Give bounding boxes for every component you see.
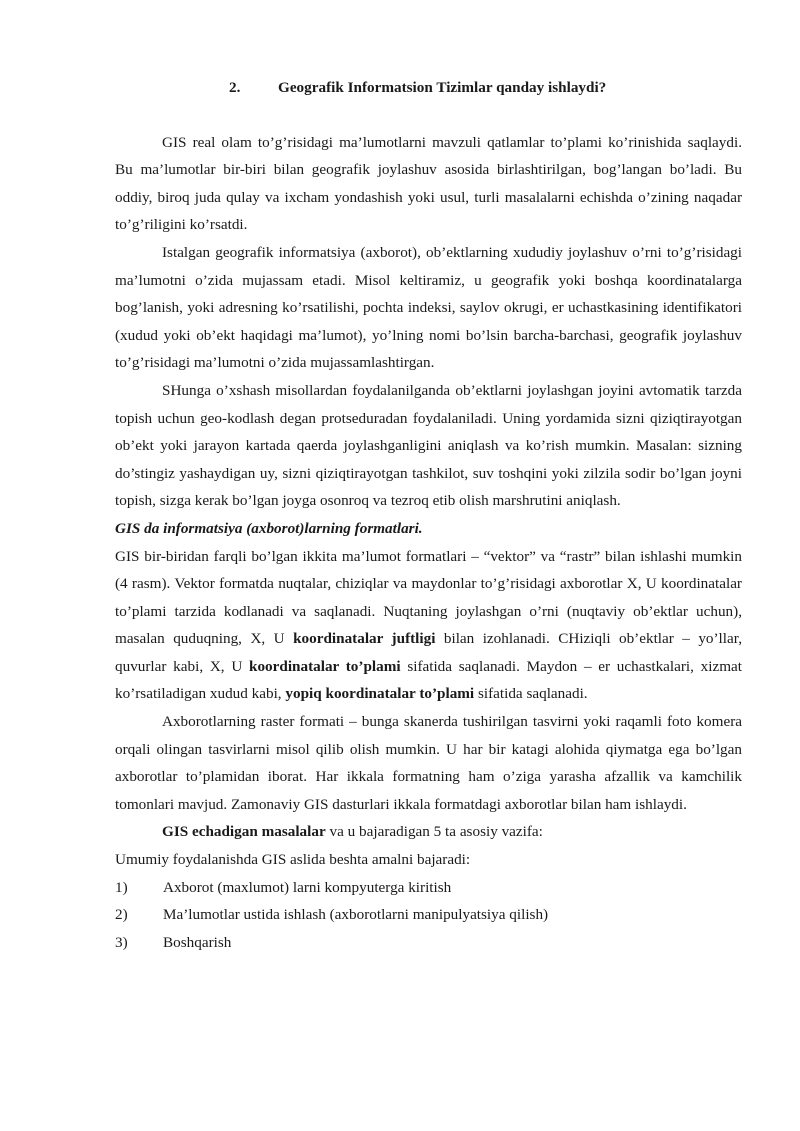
paragraph-4-text-c: bilan izohlanadi. CHiziqli ob’ektlar – yo’llar, quvurlar kabi, X, U — [115, 630, 742, 675]
list-item-text: Axborot (maxlumot) larni kompyuterga kiritish — [163, 878, 452, 896]
paragraph-6-text: va u bajaradigan 5 ta asosiy vazifa: — [325, 823, 543, 841]
paragraph-1: GIS real olam to’g’risidagi ma’lumotlarni mavzuli qatlamlar to’plami ko’rinishida saqlaydi. Bu ma’lumotlar bir-biri bilan geografik joylashuv asosida birlashtirilgan, bog’langan bo’ladi. Bu oddiy, biroq juda qulay va ixcham yondashish yoki usul, turli masalalarni echishda o’zining naqadar to’g’riligini ko’rsatdi. — [115, 133, 742, 234]
list-item-number: 2) — [115, 906, 128, 924]
paragraph-7: Umumiy foydalanishda GIS aslida beshta amalni bajaradi: — [115, 851, 471, 869]
list-item-text: Ma’lumotlar ustida ishlash (axborotlarni manipulyatsiya qilish) — [163, 906, 549, 924]
paragraph-4-text-e: sifatida saqlanadi. — [474, 685, 588, 703]
list-item-text: Boshqarish — [163, 933, 232, 951]
list-item-number: 1) — [115, 878, 128, 896]
paragraph-6-bold: GIS echadigan masalalar — [162, 823, 326, 841]
list-item — [115, 929, 742, 957]
paragraph-4-text-a: GIS bir-biridan farqli bo’lgan ikkita ma’lumot formatlari – “vektor” va “rastr” bilan ishlashi mumkin (4 rasm). Vektor formatda nuqtalar, chiziqlar va maydonlar to’g’risidagi axborotlar X, U koordinatalar to’plami tarzida kodlanadi va saqlanadi. Nuqtaning joylashgan o’rni (nuqtaviy ob’ektlar uchun), masalan quduqning, X, U — [115, 547, 742, 648]
section-number: 2. — [229, 79, 241, 96]
paragraph-5: Axborotlarning raster formati – bunga skanerda tushirilgan tasvirni yoki raqamli foto komera orqali olingan tasvirlarni misol qilib olish mumkin. U har bir katagi alohida qiymatga ega bo’lgan axborotlar to’plamidan iborat. Har ikkala formatning ham o’ziga yarasha afzallik va kamchilik tomonlari mavjud. Zamonaviy GIS dasturlari ikkala formatdagi axborotlar bilan ham ishlaydi. — [115, 713, 742, 813]
paragraph-4 — [115, 543, 742, 709]
paragraph-4-bold-1: koordinatalar juftligi — [293, 630, 436, 648]
paragraph-6 — [115, 818, 742, 846]
paragraph-4-bold-2: koordinatalar to’plami — [249, 657, 401, 675]
section-heading — [115, 74, 742, 102]
list-item — [115, 874, 742, 902]
list-item-number: 3) — [115, 933, 128, 951]
paragraph-3: SHunga o’xshash misollardan foydalanilganda ob’ektlarni joylashgan joyini avtomatik tarzda topish uchun geo-kodlash degan protseduradan foydalaniladi. Uning yordamida sizni qiziqtirayotgan ob’ekt yoki jarayon kartada qaerda joylashganligini aniqlash va ko’rish mumkin. Masalan: sizning do’stingiz yashaydigan uy, sizni qiziqtirayotgan tashkilot, suv toshqini yoki zilzila sodir bo’lgan joyni topish, sizga kerak bo’lgan joyga osonroq va tezroq etib olish marshrutini aniqlash. — [115, 381, 742, 510]
paragraph-4-text-d: sifatida saqlanadi. Maydon – er uchastkalari, xizmat ko’rsatiladigan xudud kabi, — [115, 657, 742, 703]
paragraph-4-bold-3: yopiq koordinatalar to’plami — [285, 685, 475, 703]
task-list — [115, 874, 742, 957]
section-title: Geografik Informatsion Tizimlar qanday ishlaydi? — [278, 79, 607, 96]
subheading-formats: GIS da informatsiya (axborot)larning formatlari. — [115, 519, 423, 537]
list-item — [115, 901, 742, 929]
paragraph-2: Istalgan geografik informatsiya (axborot), ob’ektlarning xududiy joylashuv o’rni to’g’risidagi ma’lumotni o’zida mujassam etadi. Misol keltiramiz, u geografik yoki boshqa koordinatalarga bog’lanish, yoki adresning ko’rsatilishi, pochta indeksi, saylov okrugi, er uchastkasining identifikatori (xudud yoki ob’ekt haqidagi ma’lumot), yo’lning nomi bo’lsin barcha-barchasi, geografik joylashuv to’g’risidagi ma’lumotni o’zida mujassamlashtirgan. — [115, 243, 742, 372]
